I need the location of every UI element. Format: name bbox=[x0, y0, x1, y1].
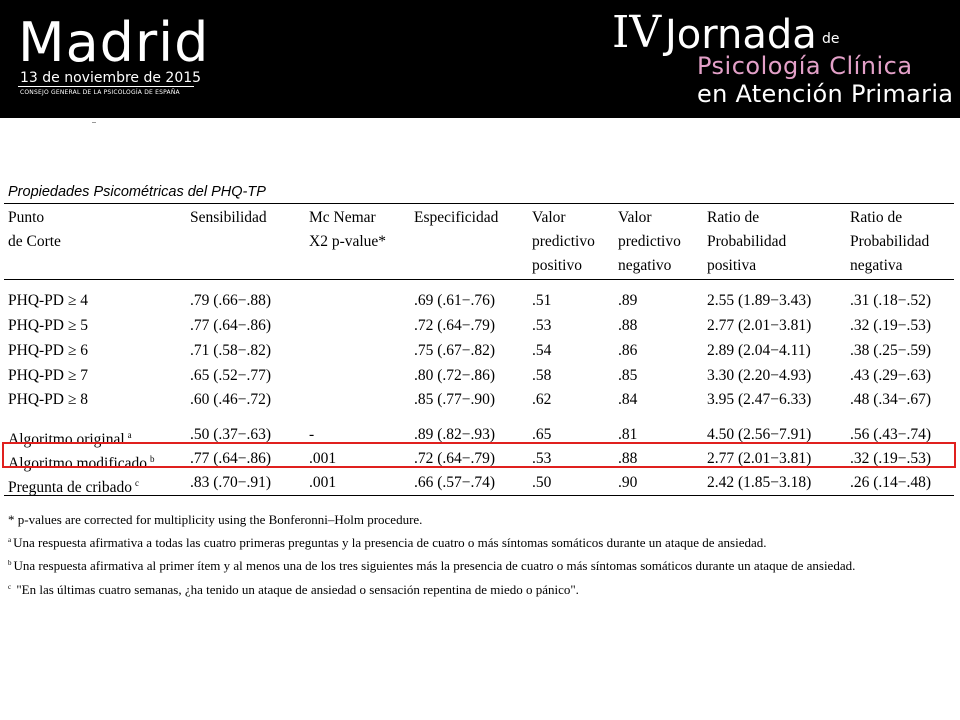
table-cell: .79 (.66−.88) bbox=[190, 292, 272, 309]
header-cell: Punto bbox=[8, 209, 45, 226]
table-cell: .001 bbox=[309, 474, 337, 491]
table-cell: 3.95 (2.47−6.33) bbox=[707, 391, 812, 408]
table-cell: .88 bbox=[618, 450, 638, 467]
header-cell: predictivo bbox=[618, 233, 681, 250]
event-subtitle: Psicología Clínica bbox=[697, 52, 913, 80]
table-cell: .53 bbox=[532, 317, 552, 334]
table-cell: .62 bbox=[532, 391, 552, 408]
table-cell: .88 bbox=[618, 317, 638, 334]
table-cell: .83 (.70−.91) bbox=[190, 474, 272, 491]
event-title-word: Jornada bbox=[665, 12, 817, 58]
table-cell: .72 (.64−.79) bbox=[414, 450, 496, 467]
footnote-marker: b bbox=[150, 454, 155, 464]
table-cell: 2.77 (2.01−3.81) bbox=[707, 450, 812, 467]
header-cell: Probabilidad bbox=[850, 233, 930, 250]
decorative-dot bbox=[92, 122, 96, 123]
table-cell: .001 bbox=[309, 450, 337, 467]
event-edition: IV bbox=[612, 7, 662, 58]
table-cell: .72 (.64−.79) bbox=[414, 317, 496, 334]
table-cell: .84 bbox=[618, 391, 638, 408]
divider bbox=[18, 86, 194, 87]
table-cell: .56 (.43−.74) bbox=[850, 426, 932, 443]
table-cell: .50 bbox=[532, 474, 552, 491]
table-caption: Propiedades Psicométricas del PHQ-TP bbox=[8, 184, 266, 200]
table-cell: .58 bbox=[532, 367, 552, 384]
table-cell: 3.30 (2.20−4.93) bbox=[707, 367, 812, 384]
header-cell: Probabilidad bbox=[707, 233, 787, 250]
table-cell: .89 bbox=[618, 292, 638, 309]
table-cell: .90 bbox=[618, 474, 638, 491]
footnote: * p-values are corrected for multiplicity using the Bonferonni–Holm procedure. bbox=[8, 512, 423, 527]
header-cell: Ratio de bbox=[707, 209, 760, 226]
row-label: Algoritmo original $^a$ bbox=[8, 430, 132, 448]
row-label: PHQ-PD ≥ 5 bbox=[8, 317, 88, 334]
table-top-rule bbox=[4, 203, 954, 204]
table-cell: .31 (.18−.52) bbox=[850, 292, 932, 309]
table-cell: .85 bbox=[618, 367, 638, 384]
header-cell: Mc Nemar bbox=[309, 209, 376, 226]
table-cell: .71 (.58−.82) bbox=[190, 342, 272, 359]
table-cell: .86 bbox=[618, 342, 638, 359]
event-date: 13 de noviembre de 2015 bbox=[20, 70, 202, 86]
table-cell: .26 (.14−.48) bbox=[850, 474, 932, 491]
header-cell: Especificidad bbox=[414, 209, 499, 226]
table-cell: .48 (.34−.67) bbox=[850, 391, 932, 408]
header-cell: positiva bbox=[707, 257, 757, 274]
table-cell: 2.77 (2.01−3.81) bbox=[707, 317, 812, 334]
event-organizer: CONSEJO GENERAL DE LA PSICOLOGÍA DE ESPAÑA bbox=[20, 89, 180, 96]
header-cell: Ratio de bbox=[850, 209, 903, 226]
table-cell: - bbox=[309, 426, 315, 443]
row-label: Algoritmo modificado $^b$ bbox=[8, 454, 155, 472]
table-cell: .32 (.19−.53) bbox=[850, 450, 932, 467]
header-cell: negativa bbox=[850, 257, 903, 274]
header-banner bbox=[0, 0, 960, 118]
table-cell: .65 bbox=[532, 426, 552, 443]
footnote-marker: c bbox=[8, 583, 12, 591]
footnote: $^b$ Una respuesta afirmativa al primer ítem y al menos una de los tres siguientes más la presencia de cuatro o más síntomas somáticos durante un ataque de ansiedad. bbox=[8, 558, 856, 573]
table-cell: .81 bbox=[618, 426, 638, 443]
highlight-box bbox=[2, 442, 956, 468]
table-cell: .60 (.46−.72) bbox=[190, 391, 272, 408]
table-cell: 2.89 (2.04−4.11) bbox=[707, 342, 811, 359]
footnote: $^a$ Una respuesta afirmativa a todas las cuatro primeras preguntas y la presencia de cuatro o más síntomas somáticos durante un ataque de ansiedad. bbox=[8, 535, 767, 550]
table-cell: .69 (.61−.76) bbox=[414, 292, 496, 309]
table-header-rule bbox=[4, 279, 954, 280]
table-cell: 2.55 (1.89−3.43) bbox=[707, 292, 812, 309]
header-cell: predictivo bbox=[532, 233, 595, 250]
table-cell: .53 bbox=[532, 450, 552, 467]
table-cell: .77 (.64−.86) bbox=[190, 450, 272, 467]
table-cell: .38 (.25−.59) bbox=[850, 342, 932, 359]
header-cell: Valor bbox=[532, 209, 566, 226]
header-cell: negativo bbox=[618, 257, 672, 274]
header-cell: Sensibilidad bbox=[190, 209, 267, 226]
footnote-marker: b bbox=[8, 559, 12, 567]
table-cell: 2.42 (1.85−3.18) bbox=[707, 474, 812, 491]
table-cell: .32 (.19−.53) bbox=[850, 317, 932, 334]
event-subtitle-2: en Atención Primaria bbox=[697, 80, 954, 108]
table-cell: .75 (.67−.82) bbox=[414, 342, 496, 359]
footnote-marker: c bbox=[134, 478, 139, 488]
row-label: PHQ-PD ≥ 6 bbox=[8, 342, 88, 359]
footnote-marker: a bbox=[8, 536, 12, 544]
table-cell: .77 (.64−.86) bbox=[190, 317, 272, 334]
row-label: Pregunta de cribado $^c$ bbox=[8, 478, 139, 496]
table-cell: .54 bbox=[532, 342, 552, 359]
table-cell: .80 (.72−.86) bbox=[414, 367, 496, 384]
header-cell: X2 p-value* bbox=[309, 233, 387, 250]
table-cell: 4.50 (2.56−7.91) bbox=[707, 426, 812, 443]
table-cell: .50 (.37−.63) bbox=[190, 426, 272, 443]
row-label: PHQ-PD ≥ 7 bbox=[8, 367, 88, 384]
event-city: Madrid bbox=[18, 11, 210, 74]
table-cell: .65 (.52−.77) bbox=[190, 367, 272, 384]
footnote-marker: a bbox=[127, 430, 132, 440]
table-cell: .43 (.29−.63) bbox=[850, 367, 932, 384]
header-cell: de Corte bbox=[8, 233, 61, 250]
event-title-de: de bbox=[822, 31, 840, 47]
row-label: PHQ-PD ≥ 8 bbox=[8, 391, 88, 408]
table-cell: .51 bbox=[532, 292, 552, 309]
header-cell: positivo bbox=[532, 257, 582, 274]
table-bottom-rule bbox=[4, 495, 954, 496]
footnote: $^c$ "En las últimas cuatro semanas, ¿ha tenido un ataque de ansiedad o sensación repentina de miedo o pánico". bbox=[8, 582, 579, 597]
header-cell: Valor bbox=[618, 209, 652, 226]
table-cell: .85 (.77−.90) bbox=[414, 391, 496, 408]
table-cell: .89 (.82−.93) bbox=[414, 426, 496, 443]
table-cell: .66 (.57−.74) bbox=[414, 474, 496, 491]
row-label: PHQ-PD ≥ 4 bbox=[8, 292, 88, 309]
